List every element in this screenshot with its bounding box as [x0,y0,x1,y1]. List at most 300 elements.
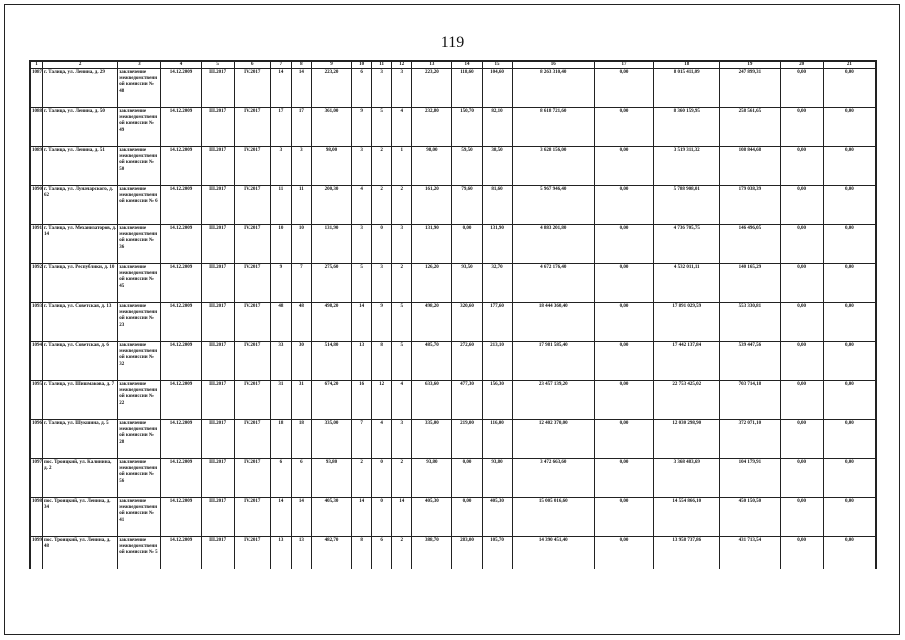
row-number: 1098 [31,498,43,537]
column-number-10: 10 [352,62,372,69]
col21-cell: 0,00 [823,498,875,537]
col16-cell: 15 005 016,60 [512,498,594,537]
col12-cell: 3 [392,420,412,459]
col9-cell: 361,00 [311,108,351,147]
col10-cell: 3 [352,147,372,186]
column-number-14: 14 [452,62,482,69]
col13-cell: 126,20 [412,264,452,303]
column-number-3: 3 [118,62,161,69]
col13-cell: 485,70 [412,342,452,381]
col12-cell: 4 [392,108,412,147]
document-cell: заключение межведомственной комиссии № 23 [118,303,161,342]
document-cell: заключение межведомственной комиссии № 22 [118,381,161,420]
date-cell: 14.12.2009 [161,225,201,264]
col10-cell: 16 [352,381,372,420]
col16-cell: 3 628 156,00 [512,147,594,186]
col21-cell: 0,00 [823,264,875,303]
col8-cell: 30 [291,342,311,381]
col9-cell: 674,20 [311,381,351,420]
row-number: 1099 [31,537,43,570]
col16-cell: 5 967 946,40 [512,186,594,225]
date-cell: 14.12.2009 [161,342,201,381]
end-quarter-cell: IV.2017 [234,147,270,186]
end-quarter-cell: IV.2017 [234,303,270,342]
col10-cell: 4 [352,186,372,225]
col17-cell: 0,00 [594,186,653,225]
col21-cell: 0,00 [823,342,875,381]
address-cell: г. Талица, ул. Ленина, д. 51 [43,147,118,186]
address-cell: пос. Троицкий, ул. Калинина, д. 2 [43,459,118,498]
col15-cell: 405,30 [482,498,512,537]
col8-cell: 7 [291,264,311,303]
row-number: 1089 [31,147,43,186]
col8-cell: 48 [291,303,311,342]
col8-cell: 31 [291,381,311,420]
col21-cell: 0,00 [823,225,875,264]
col16-cell: 12 402 370,00 [512,420,594,459]
col11-cell: 5 [372,108,392,147]
col19-cell: 431 713,54 [720,537,780,570]
col16-cell: 17 981 585,40 [512,342,594,381]
date-cell: 14.12.2009 [161,69,201,108]
col20-cell: 0,00 [780,381,823,420]
col8-cell: 14 [291,498,311,537]
col13-cell: 335,00 [412,420,452,459]
col19-cell: 146 496,05 [720,225,780,264]
document-cell: заключение межведомственной комиссии № 5 [118,537,161,570]
table-row [31,225,876,264]
col11-cell: 12 [372,381,392,420]
col14-cell: 93,50 [452,264,482,303]
col16-cell: 23 457 139,20 [512,381,594,420]
col17-cell: 0,00 [594,420,653,459]
col8-cell: 14 [291,69,311,108]
end-quarter-cell: IV.2017 [234,225,270,264]
col19-cell: 108 844,68 [720,147,780,186]
date-cell: 14.12.2009 [161,186,201,225]
col12-cell: 3 [392,225,412,264]
col7-cell: 14 [270,69,291,108]
col15-cell: 81,60 [482,186,512,225]
col13-cell: 161,20 [412,186,452,225]
col21-cell: 0,00 [823,69,875,108]
column-number-8: 8 [291,62,311,69]
table-row [31,69,876,108]
col15-cell: 32,70 [482,264,512,303]
col7-cell: 6 [270,459,291,498]
address-cell: г. Талица, ул. Механизаторов, д. 14 [43,225,118,264]
col17-cell: 0,00 [594,498,653,537]
end-quarter-cell: IV.2017 [234,264,270,303]
document-cell: заключение межведомственной комиссии № 56 [118,459,161,498]
address-cell: г. Талица, ул. Советская, д. 13 [43,303,118,342]
col17-cell: 0,00 [594,303,653,342]
col18-cell: 3 519 311,32 [654,147,720,186]
col21-cell: 0,00 [823,186,875,225]
col15-cell: 156,30 [482,381,512,420]
col8-cell: 13 [291,537,311,570]
start-quarter-cell: III.2017 [201,303,234,342]
col19-cell: 372 071,10 [720,420,780,459]
col18-cell: 4 736 705,75 [654,225,720,264]
row-number: 1097 [31,459,43,498]
col9-cell: 498,20 [311,303,351,342]
col13-cell: 131,90 [412,225,452,264]
col9-cell: 275,60 [311,264,351,303]
col8-cell: 10 [291,225,311,264]
col17-cell: 0,00 [594,381,653,420]
col11-cell: 0 [372,225,392,264]
col7-cell: 33 [270,342,291,381]
table-row [31,264,876,303]
col20-cell: 0,00 [780,420,823,459]
col18-cell: 12 030 298,90 [654,420,720,459]
col19-cell: 258 561,65 [720,108,780,147]
column-number-12: 12 [392,62,412,69]
col14-cell: 272,60 [452,342,482,381]
date-cell: 14.12.2009 [161,498,201,537]
col16-cell: 8 618 721,60 [512,108,594,147]
col14-cell: 477,30 [452,381,482,420]
col14-cell: 0,00 [452,459,482,498]
col12-cell: 5 [392,342,412,381]
table-row [31,381,876,420]
col7-cell: 9 [270,264,291,303]
col9-cell: 514,80 [311,342,351,381]
col18-cell: 17 442 137,84 [654,342,720,381]
column-number-19: 19 [720,62,780,69]
end-quarter-cell: IV.2017 [234,498,270,537]
col15-cell: 213,10 [482,342,512,381]
col17-cell: 0,00 [594,459,653,498]
col10-cell: 2 [352,459,372,498]
address-cell: г. Талица, ул. Шукшина, д. 5 [43,420,118,459]
col15-cell: 116,00 [482,420,512,459]
col12-cell: 2 [392,459,412,498]
col20-cell: 0,00 [780,342,823,381]
document-cell: заключение межведомственной комиссии № 6 [118,186,161,225]
date-cell: 14.12.2009 [161,381,201,420]
start-quarter-cell: III.2017 [201,264,234,303]
column-number-4: 4 [161,62,201,69]
col21-cell: 0,00 [823,303,875,342]
col15-cell: 104,60 [482,69,512,108]
col8-cell: 18 [291,420,311,459]
document-cell: заключение межведомственной комиссии № 48 [118,69,161,108]
end-quarter-cell: IV.2017 [234,381,270,420]
col17-cell: 0,00 [594,108,653,147]
col9-cell: 98,00 [311,147,351,186]
col14-cell: 0,00 [452,225,482,264]
col16-cell: 18 444 360,40 [512,303,594,342]
start-quarter-cell: III.2017 [201,459,234,498]
col20-cell: 0,00 [780,69,823,108]
col14-cell: 59,50 [452,147,482,186]
col14-cell: 150,70 [452,108,482,147]
column-number-20: 20 [780,62,823,69]
row-number: 1096 [31,420,43,459]
col12-cell: 5 [392,303,412,342]
col10-cell: 13 [352,342,372,381]
col7-cell: 11 [270,186,291,225]
col9-cell: 405,30 [311,498,351,537]
col16-cell: 4 672 176,40 [512,264,594,303]
col12-cell: 2 [392,186,412,225]
col10-cell: 14 [352,303,372,342]
column-number-15: 15 [482,62,512,69]
row-number: 1087 [31,69,43,108]
column-number-18: 18 [654,62,720,69]
col14-cell: 283,00 [452,537,482,570]
col19-cell: 450 150,50 [720,498,780,537]
col16-cell: 3 472 663,60 [512,459,594,498]
col7-cell: 17 [270,108,291,147]
col20-cell: 0,00 [780,459,823,498]
col14-cell: 0,00 [452,498,482,537]
row-number: 1094 [31,342,43,381]
date-cell: 14.12.2009 [161,420,201,459]
col14-cell: 79,60 [452,186,482,225]
date-cell: 14.12.2009 [161,303,201,342]
col9-cell: 131,90 [311,225,351,264]
column-number-7: 7 [270,62,291,69]
col15-cell: 82,10 [482,108,512,147]
end-quarter-cell: IV.2017 [234,342,270,381]
col7-cell: 31 [270,381,291,420]
col19-cell: 553 330,81 [720,303,780,342]
col15-cell: 38,50 [482,147,512,186]
col7-cell: 3 [270,147,291,186]
col9-cell: 200,30 [311,186,351,225]
date-cell: 14.12.2009 [161,537,201,570]
col11-cell: 6 [372,537,392,570]
page-number: 119 [440,34,465,51]
col12-cell: 14 [392,498,412,537]
col21-cell: 0,00 [823,459,875,498]
col19-cell: 179 038,39 [720,186,780,225]
table-row [31,459,876,498]
table-row [31,147,876,186]
col15-cell: 131,90 [482,225,512,264]
start-quarter-cell: III.2017 [201,537,234,570]
col16-cell: 14 390 451,40 [512,537,594,570]
col10-cell: 9 [352,108,372,147]
column-number-21: 21 [823,62,875,69]
address-cell: пос. Троицкий, ул. Ленина, д. 34 [43,498,118,537]
col17-cell: 0,00 [594,264,653,303]
col21-cell: 0,00 [823,381,875,420]
date-cell: 14.12.2009 [161,108,201,147]
col11-cell: 2 [372,147,392,186]
table-row [31,498,876,537]
col7-cell: 14 [270,498,291,537]
document-cell: заключение межведомственной комиссии № 36 [118,225,161,264]
start-quarter-cell: III.2017 [201,498,234,537]
start-quarter-cell: III.2017 [201,420,234,459]
start-quarter-cell: III.2017 [201,381,234,420]
date-cell: 14.12.2009 [161,264,201,303]
address-cell: г. Талица, ул. Ленина, д. 29 [43,69,118,108]
table-row [31,108,876,147]
col17-cell: 0,00 [594,69,653,108]
col10-cell: 6 [352,69,372,108]
col7-cell: 18 [270,420,291,459]
col7-cell: 48 [270,303,291,342]
col13-cell: 388,70 [412,537,452,570]
col20-cell: 0,00 [780,147,823,186]
date-cell: 14.12.2009 [161,147,201,186]
col12-cell: 2 [392,264,412,303]
column-number-1: 1 [31,62,43,69]
row-number: 1092 [31,264,43,303]
col18-cell: 17 891 029,59 [654,303,720,342]
col12-cell: 1 [392,147,412,186]
col10-cell: 7 [352,420,372,459]
register-body [31,69,876,570]
end-quarter-cell: IV.2017 [234,186,270,225]
col13-cell: 633,60 [412,381,452,420]
register-table-wrap [29,60,877,569]
row-number: 1090 [31,186,43,225]
end-quarter-cell: IV.2017 [234,69,270,108]
start-quarter-cell: III.2017 [201,147,234,186]
end-quarter-cell: IV.2017 [234,459,270,498]
col20-cell: 0,00 [780,303,823,342]
column-number-17: 17 [594,62,653,69]
start-quarter-cell: III.2017 [201,186,234,225]
col21-cell: 0,00 [823,537,875,570]
table-row [31,420,876,459]
col11-cell: 3 [372,69,392,108]
col12-cell: 3 [392,69,412,108]
col13-cell: 405,30 [412,498,452,537]
end-quarter-cell: IV.2017 [234,420,270,459]
col18-cell: 8 360 159,95 [654,108,720,147]
col19-cell: 140 165,29 [720,264,780,303]
col10-cell: 5 [352,264,372,303]
col14-cell: 320,60 [452,303,482,342]
column-number-6: 6 [234,62,270,69]
date-cell: 14.12.2009 [161,459,201,498]
col17-cell: 0,00 [594,342,653,381]
col18-cell: 14 554 866,10 [654,498,720,537]
address-cell: г. Талица, ул. Ленина, д. 50 [43,108,118,147]
col20-cell: 0,00 [780,537,823,570]
col20-cell: 0,00 [780,225,823,264]
col13-cell: 98,00 [412,147,452,186]
col10-cell: 8 [352,537,372,570]
col13-cell: 223,20 [412,69,452,108]
start-quarter-cell: III.2017 [201,108,234,147]
col9-cell: 482,70 [311,537,351,570]
col17-cell: 0,00 [594,147,653,186]
col19-cell: 104 179,91 [720,459,780,498]
row-number: 1091 [31,225,43,264]
column-number-11: 11 [372,62,392,69]
row-number: 1093 [31,303,43,342]
col18-cell: 4 532 011,11 [654,264,720,303]
col18-cell: 22 753 425,02 [654,381,720,420]
col11-cell: 0 [372,459,392,498]
address-cell: пос. Троицкий, ул. Ленина, д. 48 [43,537,118,570]
col16-cell: 4 883 201,80 [512,225,594,264]
col13-cell: 232,80 [412,108,452,147]
col15-cell: 93,80 [482,459,512,498]
column-number-13: 13 [412,62,452,69]
column-number-5: 5 [201,62,234,69]
col9-cell: 223,20 [311,69,351,108]
col20-cell: 0,00 [780,264,823,303]
table-row [31,303,876,342]
col21-cell: 0,00 [823,147,875,186]
row-number: 1095 [31,381,43,420]
document-cell: заключение межведомственной комиссии № 50 [118,147,161,186]
col21-cell: 0,00 [823,108,875,147]
col11-cell: 4 [372,420,392,459]
table-row [31,342,876,381]
col15-cell: 105,70 [482,537,512,570]
address-cell: г. Талица, ул. Советская, д. 6 [43,342,118,381]
col11-cell: 8 [372,342,392,381]
col19-cell: 703 714,18 [720,381,780,420]
col15-cell: 177,60 [482,303,512,342]
col7-cell: 10 [270,225,291,264]
table-row [31,537,876,570]
col9-cell: 335,00 [311,420,351,459]
col12-cell: 4 [392,381,412,420]
col20-cell: 0,00 [780,186,823,225]
register-table [30,61,876,569]
col8-cell: 11 [291,186,311,225]
document-cell: заключение межведомственной комиссии № 32 [118,342,161,381]
col17-cell: 0,00 [594,225,653,264]
document-cell: заключение межведомственной комиссии № 28 [118,420,161,459]
document-cell: заключение межведомственной комиссии № 45 [118,264,161,303]
col10-cell: 3 [352,225,372,264]
col18-cell: 5 788 908,01 [654,186,720,225]
column-number-row [31,62,876,69]
col12-cell: 2 [392,537,412,570]
col18-cell: 13 958 737,86 [654,537,720,570]
document-cell: заключение межведомственной комиссии № 49 [118,108,161,147]
col13-cell: 93,80 [412,459,452,498]
start-quarter-cell: III.2017 [201,225,234,264]
col13-cell: 498,20 [412,303,452,342]
col20-cell: 0,00 [780,498,823,537]
col18-cell: 8 015 411,09 [654,69,720,108]
col20-cell: 0,00 [780,108,823,147]
column-number-16: 16 [512,62,594,69]
col14-cell: 219,00 [452,420,482,459]
col10-cell: 14 [352,498,372,537]
col18-cell: 3 368 483,69 [654,459,720,498]
address-cell: г. Талица, ул. Шишмакова, д. 7 [43,381,118,420]
col7-cell: 13 [270,537,291,570]
document-cell: заключение межведомственной комиссии № 41 [118,498,161,537]
table-row [31,186,876,225]
col19-cell: 539 447,56 [720,342,780,381]
col11-cell: 3 [372,264,392,303]
col8-cell: 6 [291,459,311,498]
col11-cell: 0 [372,498,392,537]
column-number-9: 9 [311,62,351,69]
col11-cell: 2 [372,186,392,225]
col11-cell: 9 [372,303,392,342]
address-cell: г. Талица, ул. Луначарского, д. 62 [43,186,118,225]
col19-cell: 247 899,31 [720,69,780,108]
address-cell: г. Талица, ул. Республики, д. 10 [43,264,118,303]
col9-cell: 93,80 [311,459,351,498]
